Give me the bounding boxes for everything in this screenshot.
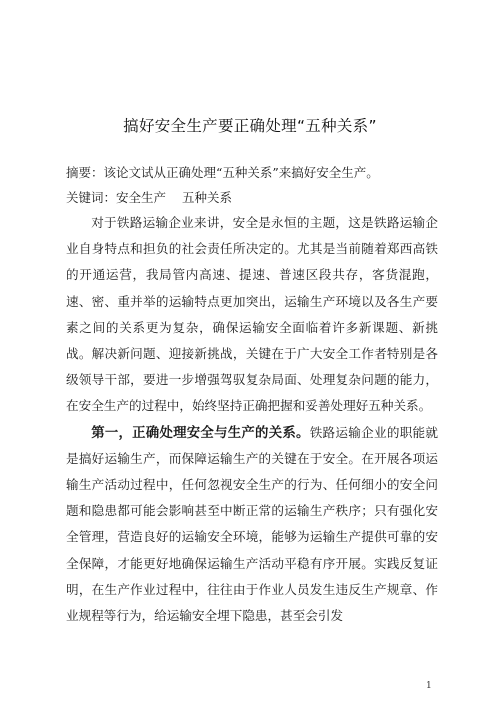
paragraph-intro (66, 210, 438, 420)
paragraph-intro-text: 对于铁路运输企业来讲，安全是永恒的主题，这是铁路运输企业自身特点和担负的社会责任所决定的。尤其是当前随着郑西高铁的开通运营，我局管内高速、提速、普速区段共存，客货混跑，速、密、重并举的运输特点更加突出，运输生产环境以及各生产要素之间的关系更为复杂，确保运输安全面临着许多新课题、新挑战。解决新问题、迎接新挑战，关键在于广大安全工作者特别是各级领导干部，要进一步增强驾驭复杂局面、处理复杂问题的能力，在安全生产的过程中，始终坚持正确把握和妥善处理好五种关系。 (66, 215, 438, 414)
keywords-line (66, 188, 232, 206)
paragraph-lead-heading: 第一，正确处理安全与生产的关系。 (91, 424, 310, 441)
page-number: 1 (426, 681, 432, 691)
paragraph-first-relation (66, 420, 438, 630)
document-title: 搞好安全生产要正确处理“五种关系” (123, 117, 377, 135)
body-text (66, 210, 438, 629)
keyword-2: 五种关系 (182, 190, 233, 205)
abstract: 摘要：该论文试从正确处理“五种关系”来搞好安全生产。 (66, 165, 379, 180)
keywords-label: 关键词： (66, 190, 117, 205)
paragraph-first-relation-text: 铁路运输企业的职能就是搞好运输生产，而保障运输生产的关键在于安全。在开展各项运输生产活动过程中，任何忽视安全生产的行为、任何细小的安全问题和隐患都可能会影响甚至中断正常的运输生产秩序；只有强化安全管理，营造良好的运输安全环境，能够为运输生产提供可靠的安全保障，才能更好地确保运输生产活动平稳有序开展。实践反复证明，在生产作业过程中，往往由于作业人员发生违反生产规章、作业规程等行为，给运输安全埋下隐患，甚至会引发 (66, 424, 439, 624)
keyword-1: 安全生产 (116, 190, 167, 205)
